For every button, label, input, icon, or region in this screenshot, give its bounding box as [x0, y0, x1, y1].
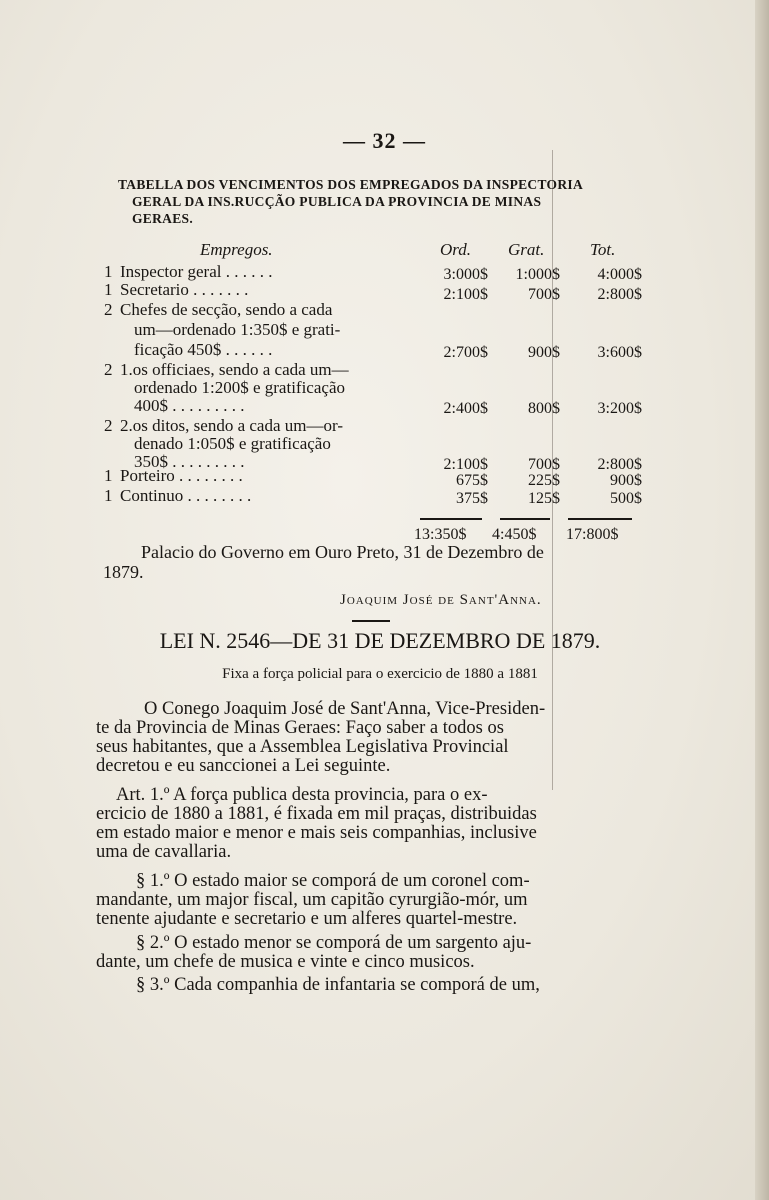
law-title: LEI N. 2546—DE 31 DE DEZEMBRO DE 1879.	[159, 628, 601, 653]
sum-rule-ord	[420, 518, 482, 520]
row-description: denado 1:050$ e gratificação	[134, 434, 331, 453]
total-tot: 17:800$	[566, 526, 619, 543]
row-description: 400$ . . . . . . . . .	[134, 396, 245, 415]
paragraph-line: Art. 1.º A força publica desta provincia, para o ex-	[116, 785, 488, 805]
paragraph-art-1	[96, 786, 630, 862]
row-ord: 675$	[456, 472, 488, 489]
row-tot: 2:800$	[597, 456, 642, 473]
palacio-line-2: 1879.	[103, 562, 144, 582]
row-ord: 2:700$	[443, 344, 488, 361]
row-description: Inspector geral . . . . . .	[120, 262, 273, 281]
row-description: ficação 450$ . . . . . .	[134, 340, 273, 359]
column-header-tot: Tot.	[590, 240, 616, 259]
paragraph-preamble	[96, 700, 630, 776]
paragraph-line: § 2.º O estado menor se comporá de um sargento aju-	[136, 933, 532, 953]
paragraph-line: decretou e eu sanccionei a Lei seguinte.	[96, 756, 391, 776]
row-grat: 800$	[528, 400, 560, 417]
table-title-line-3: GERAES.	[132, 211, 193, 226]
paragraph-line: dante, um chefe de musica e vinte e cinco musicos.	[96, 952, 475, 972]
row-description: Secretario . . . . . . .	[120, 280, 249, 299]
row-ord: 2:400$	[443, 400, 488, 417]
page-edge	[755, 0, 769, 1200]
section-divider	[352, 620, 390, 622]
row-tot: 2:800$	[597, 286, 642, 303]
column-header-grat: Grat.	[508, 240, 545, 259]
row-tot: 3:600$	[597, 344, 642, 361]
row-count: 1	[104, 486, 113, 505]
row-tot: 500$	[610, 490, 642, 507]
sum-rule-grat	[500, 518, 550, 520]
paragraph-sec-1	[96, 872, 630, 929]
paragraph-line: ercicio de 1880 a 1881, é fixada em mil praças, distribuidas	[96, 804, 537, 824]
row-description: Continuo . . . . . . . .	[120, 486, 252, 505]
page-number: — 32 —	[343, 128, 426, 153]
law-subtitle: Fixa a força policial para o exercicio de 1880 a 1881	[222, 666, 538, 682]
row-grat: 225$	[528, 472, 560, 489]
paragraph-line: te da Provincia de Minas Geraes: Faço saber a todos os	[96, 718, 504, 738]
row-grat: 900$	[528, 344, 560, 361]
table-title	[118, 176, 648, 227]
row-ord: 3:000$	[443, 266, 488, 283]
row-description: 350$ . . . . . . . . .	[134, 452, 245, 471]
palacio-line-1: Palacio do Governo em Ouro Preto, 31 de Dezembro de	[141, 542, 544, 562]
row-description: ordenado 1:200$ e gratificação	[134, 378, 345, 397]
paragraph-line: § 3.º Cada companhia de infantaria se comporá de um,	[136, 975, 540, 995]
row-description: 1.os officiaes, sendo a cada um—	[120, 360, 349, 379]
row-grat: 700$	[528, 286, 560, 303]
paragraph-sec-2	[96, 934, 630, 972]
row-grat: 700$	[528, 456, 560, 473]
row-count: 1	[104, 466, 113, 485]
table-title-line-1: TABELLA DOS VENCIMENTOS DOS EMPREGADOS DA INSPECTORIA	[118, 177, 583, 192]
row-grat: 1:000$	[515, 266, 560, 283]
row-count: 2	[104, 360, 113, 379]
row-description: Chefes de secção, sendo a cada	[120, 300, 333, 319]
paragraph-line: em estado maior e menor e mais seis companhias, inclusive	[96, 823, 537, 843]
row-description: um—ordenado 1:350$ e grati-	[134, 320, 341, 339]
paragraph-sec-3	[96, 976, 630, 995]
row-description: Porteiro . . . . . . . .	[120, 466, 243, 485]
sum-rule-tot	[568, 518, 632, 520]
row-grat: 125$	[528, 490, 560, 507]
palacio-line	[103, 542, 633, 582]
total-ord: 13:350$	[414, 526, 467, 543]
column-header-ord: Ord.	[440, 240, 472, 259]
paragraph-line: seus habitantes, que a Assemblea Legislativa Provincial	[96, 737, 509, 757]
row-ord: 2:100$	[443, 456, 488, 473]
paragraph-line: mandante, um major fiscal, um capitão cyrurgião-mór, um	[96, 890, 528, 910]
total-grat: 4:450$	[492, 526, 537, 543]
row-tot: 4:000$	[597, 266, 642, 283]
paragraph-line: § 1.º O estado maior se comporá de um coronel com-	[136, 871, 530, 891]
row-count: 2	[104, 300, 113, 319]
paragraph-line: O Conego Joaquim José de Sant'Anna, Vice-Presiden-	[144, 699, 546, 719]
row-ord: 2:100$	[443, 286, 488, 303]
table-title-line-2: GERAL DA INS.RUCÇÃO PUBLICA DA PROVINCIA DE MINAS	[132, 194, 542, 209]
row-ord: 375$	[456, 490, 488, 507]
paragraph-line: tenente ajudante e secretario e um alferes quartel-mestre.	[96, 909, 518, 929]
column-header-empregos: Empregos.	[200, 240, 273, 259]
paragraph-line: uma de cavallaria.	[96, 842, 232, 862]
row-tot: 3:200$	[597, 400, 642, 417]
signature-name: Joaquim José de Sant'Anna.	[340, 592, 542, 608]
row-count: 1	[104, 280, 113, 299]
row-description: 2.os ditos, sendo a cada um—or-	[120, 416, 343, 435]
row-tot: 900$	[610, 472, 642, 489]
row-count: 2	[104, 416, 113, 435]
row-count: 1	[104, 262, 113, 281]
